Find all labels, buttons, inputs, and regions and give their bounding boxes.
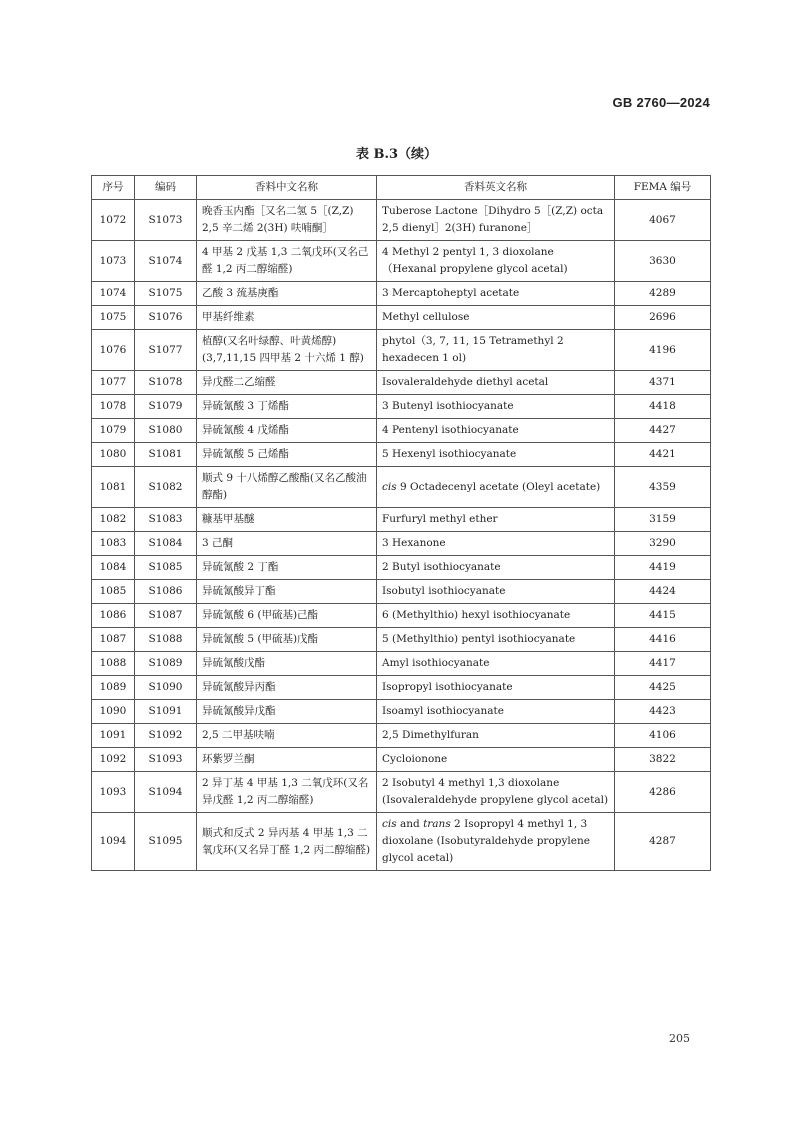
page-number: 205	[669, 1032, 690, 1045]
cn-name-cell: 晚香玉内酯［又名二氢 5［(Z,Z) 2,5 辛二烯 2(3H) 呋喃酮］	[197, 200, 377, 241]
fema-number-cell: 4421	[615, 443, 711, 467]
table-body	[92, 200, 711, 871]
fema-number-cell: 4423	[615, 700, 711, 724]
table-row	[92, 443, 711, 467]
fema-number-cell: 4424	[615, 580, 711, 604]
row-number-cell: 1091	[92, 724, 135, 748]
cn-name-cell: 异硫氰酸 3 丁烯酯	[197, 395, 377, 419]
row-number-cell: 1072	[92, 200, 135, 241]
cn-name-cell: 4 甲基 2 戊基 1,3 二氧戊环(又名己醛 1,2 丙二醇缩醛)	[197, 241, 377, 282]
code-cell: S1083	[135, 508, 197, 532]
row-number-cell: 1092	[92, 748, 135, 772]
table-row	[92, 813, 711, 871]
en-name-cell: Cycloionone	[377, 748, 615, 772]
en-name-cell: 3 Hexanone	[377, 532, 615, 556]
row-number-cell: 1084	[92, 556, 135, 580]
cn-name-cell: 异硫氰酸戊酯	[197, 652, 377, 676]
table-row	[92, 628, 711, 652]
fema-number-cell: 4427	[615, 419, 711, 443]
cn-name-cell: 乙酸 3 巯基庚酯	[197, 282, 377, 306]
cn-name-cell: 甲基纤维素	[197, 306, 377, 330]
en-name-cell: phytol（3, 7, 11, 15 Tetramethyl 2 hexadecen 1 ol)	[377, 330, 615, 371]
code-cell: S1074	[135, 241, 197, 282]
column-header-fema: FEMA 编号	[615, 176, 711, 200]
code-cell: S1075	[135, 282, 197, 306]
en-name-cell: 4 Methyl 2 pentyl 1, 3 dioxolane （Hexanal propylene glycol acetal)	[377, 241, 615, 282]
code-cell: S1079	[135, 395, 197, 419]
flavor-table	[91, 175, 711, 871]
row-number-cell: 1073	[92, 241, 135, 282]
fema-number-cell: 4416	[615, 628, 711, 652]
code-cell: S1092	[135, 724, 197, 748]
en-name-cell: 5 (Methylthio) pentyl isothiocyanate	[377, 628, 615, 652]
fema-number-cell: 4289	[615, 282, 711, 306]
table-row	[92, 306, 711, 330]
en-name-cell: Methyl cellulose	[377, 306, 615, 330]
fema-number-cell: 3630	[615, 241, 711, 282]
column-header-no: 序号	[92, 176, 135, 200]
en-name-cell: Isoamyl isothiocyanate	[377, 700, 615, 724]
code-cell: S1090	[135, 676, 197, 700]
en-name-cell: Isopropyl isothiocyanate	[377, 676, 615, 700]
row-number-cell: 1074	[92, 282, 135, 306]
row-number-cell: 1081	[92, 467, 135, 508]
table-row	[92, 467, 711, 508]
row-number-cell: 1088	[92, 652, 135, 676]
fema-number-cell: 3290	[615, 532, 711, 556]
row-number-cell: 1085	[92, 580, 135, 604]
code-cell: S1091	[135, 700, 197, 724]
en-name-cell: Amyl isothiocyanate	[377, 652, 615, 676]
row-number-cell: 1087	[92, 628, 135, 652]
row-number-cell: 1082	[92, 508, 135, 532]
table-row	[92, 724, 711, 748]
table-row	[92, 508, 711, 532]
cn-name-cell: 异戊醛二乙缩醛	[197, 371, 377, 395]
code-cell: S1082	[135, 467, 197, 508]
column-header-cn-name: 香料中文名称	[197, 176, 377, 200]
row-number-cell: 1079	[92, 419, 135, 443]
row-number-cell: 1094	[92, 813, 135, 871]
table-row	[92, 282, 711, 306]
cn-name-cell: 异硫氰酸异戊酯	[197, 700, 377, 724]
row-number-cell: 1083	[92, 532, 135, 556]
fema-number-cell: 3159	[615, 508, 711, 532]
fema-number-cell: 4425	[615, 676, 711, 700]
table-row	[92, 604, 711, 628]
code-cell: S1078	[135, 371, 197, 395]
table-row	[92, 580, 711, 604]
fema-number-cell: 4419	[615, 556, 711, 580]
code-cell: S1085	[135, 556, 197, 580]
table-row	[92, 532, 711, 556]
en-name-cell: 6 (Methylthio) hexyl isothiocyanate	[377, 604, 615, 628]
row-number-cell: 1077	[92, 371, 135, 395]
code-cell: S1076	[135, 306, 197, 330]
fema-number-cell: 4418	[615, 395, 711, 419]
code-cell: S1084	[135, 532, 197, 556]
table-row	[92, 330, 711, 371]
cn-name-cell: 糠基甲基醚	[197, 508, 377, 532]
table-row	[92, 200, 711, 241]
row-number-cell: 1078	[92, 395, 135, 419]
cn-name-cell: 顺式和反式 2 异丙基 4 甲基 1,3 二氧戊环(又名异丁醛 1,2 丙二醇缩醛)	[197, 813, 377, 871]
table-row	[92, 419, 711, 443]
table-row	[92, 371, 711, 395]
cn-name-cell: 2,5 二甲基呋喃	[197, 724, 377, 748]
fema-number-cell: 4106	[615, 724, 711, 748]
cn-name-cell: 异硫氰酸 6 (甲硫基)己酯	[197, 604, 377, 628]
cn-name-cell: 2 异丁基 4 甲基 1,3 二氧戊环(又名异戊醛 1,2 丙二醇缩醛)	[197, 772, 377, 813]
table-row	[92, 395, 711, 419]
fema-number-cell: 4371	[615, 371, 711, 395]
fema-number-cell: 4067	[615, 200, 711, 241]
en-name-cell: cis 9 Octadecenyl acetate (Oleyl acetate)	[377, 467, 615, 508]
table-title: 表 B.3（续）	[355, 147, 438, 162]
fema-number-cell: 4417	[615, 652, 711, 676]
row-number-cell: 1080	[92, 443, 135, 467]
table-row	[92, 652, 711, 676]
cn-name-cell: 异硫氰酸 4 戊烯酯	[197, 419, 377, 443]
cn-name-cell: 异硫氰酸 5 己烯酯	[197, 443, 377, 467]
row-number-cell: 1089	[92, 676, 135, 700]
en-name-cell: cis and trans 2 Isopropyl 4 methyl 1, 3 dioxolane (Isobutyraldehyde propylene glycol acetal)	[377, 813, 615, 871]
cn-name-cell: 异硫氰酸 5 (甲硫基)戊酯	[197, 628, 377, 652]
table-row	[92, 772, 711, 813]
fema-number-cell: 3822	[615, 748, 711, 772]
fema-number-cell: 4286	[615, 772, 711, 813]
cn-name-cell: 环紫罗兰酮	[197, 748, 377, 772]
en-name-cell: 2 Butyl isothiocyanate	[377, 556, 615, 580]
fema-number-cell: 4415	[615, 604, 711, 628]
code-cell: S1086	[135, 580, 197, 604]
cn-name-cell: 异硫氰酸异丙酯	[197, 676, 377, 700]
table-header-row	[92, 176, 711, 200]
table-row	[92, 556, 711, 580]
code-cell: S1081	[135, 443, 197, 467]
cn-name-cell: 植醇(又名叶绿醇、叶黄烯醇)(3,7,11,15 四甲基 2 十六烯 1 醇)	[197, 330, 377, 371]
table-row	[92, 700, 711, 724]
code-cell: S1087	[135, 604, 197, 628]
fema-number-cell: 2696	[615, 306, 711, 330]
fema-number-cell: 4287	[615, 813, 711, 871]
en-name-cell: Tuberose Lactone［Dihydro 5［(Z,Z) octa 2,5 dienyl］2(3H) furanone］	[377, 200, 615, 241]
column-header-code: 编码	[135, 176, 197, 200]
table-row	[92, 676, 711, 700]
column-header-en-name: 香料英文名称	[377, 176, 615, 200]
row-number-cell: 1086	[92, 604, 135, 628]
cn-name-cell: 3 己酮	[197, 532, 377, 556]
cn-name-cell: 异硫氰酸异丁酯	[197, 580, 377, 604]
en-name-cell: Isobutyl isothiocyanate	[377, 580, 615, 604]
row-number-cell: 1093	[92, 772, 135, 813]
standard-code: GB 2760—2024	[612, 95, 710, 110]
en-name-cell: 2 Isobutyl 4 methyl 1,3 dioxolane (Isovaleraldehyde propylene glycol acetal)	[377, 772, 615, 813]
table-row	[92, 241, 711, 282]
code-cell: S1095	[135, 813, 197, 871]
en-name-cell: Furfuryl methyl ether	[377, 508, 615, 532]
code-cell: S1073	[135, 200, 197, 241]
table-row	[92, 748, 711, 772]
row-number-cell: 1076	[92, 330, 135, 371]
en-name-cell: 4 Pentenyl isothiocyanate	[377, 419, 615, 443]
fema-number-cell: 4359	[615, 467, 711, 508]
code-cell: S1089	[135, 652, 197, 676]
en-name-cell: 5 Hexenyl isothiocyanate	[377, 443, 615, 467]
en-name-cell: Isovaleraldehyde diethyl acetal	[377, 371, 615, 395]
code-cell: S1093	[135, 748, 197, 772]
en-name-cell: 3 Mercaptoheptyl acetate	[377, 282, 615, 306]
code-cell: S1077	[135, 330, 197, 371]
cn-name-cell: 异硫氰酸 2 丁酯	[197, 556, 377, 580]
code-cell: S1080	[135, 419, 197, 443]
row-number-cell: 1075	[92, 306, 135, 330]
code-cell: S1094	[135, 772, 197, 813]
en-name-cell: 2,5 Dimethylfuran	[377, 724, 615, 748]
en-name-cell: 3 Butenyl isothiocyanate	[377, 395, 615, 419]
cn-name-cell: 顺式 9 十八烯醇乙酸酯(又名乙酸油醇酯)	[197, 467, 377, 508]
row-number-cell: 1090	[92, 700, 135, 724]
code-cell: S1088	[135, 628, 197, 652]
fema-number-cell: 4196	[615, 330, 711, 371]
